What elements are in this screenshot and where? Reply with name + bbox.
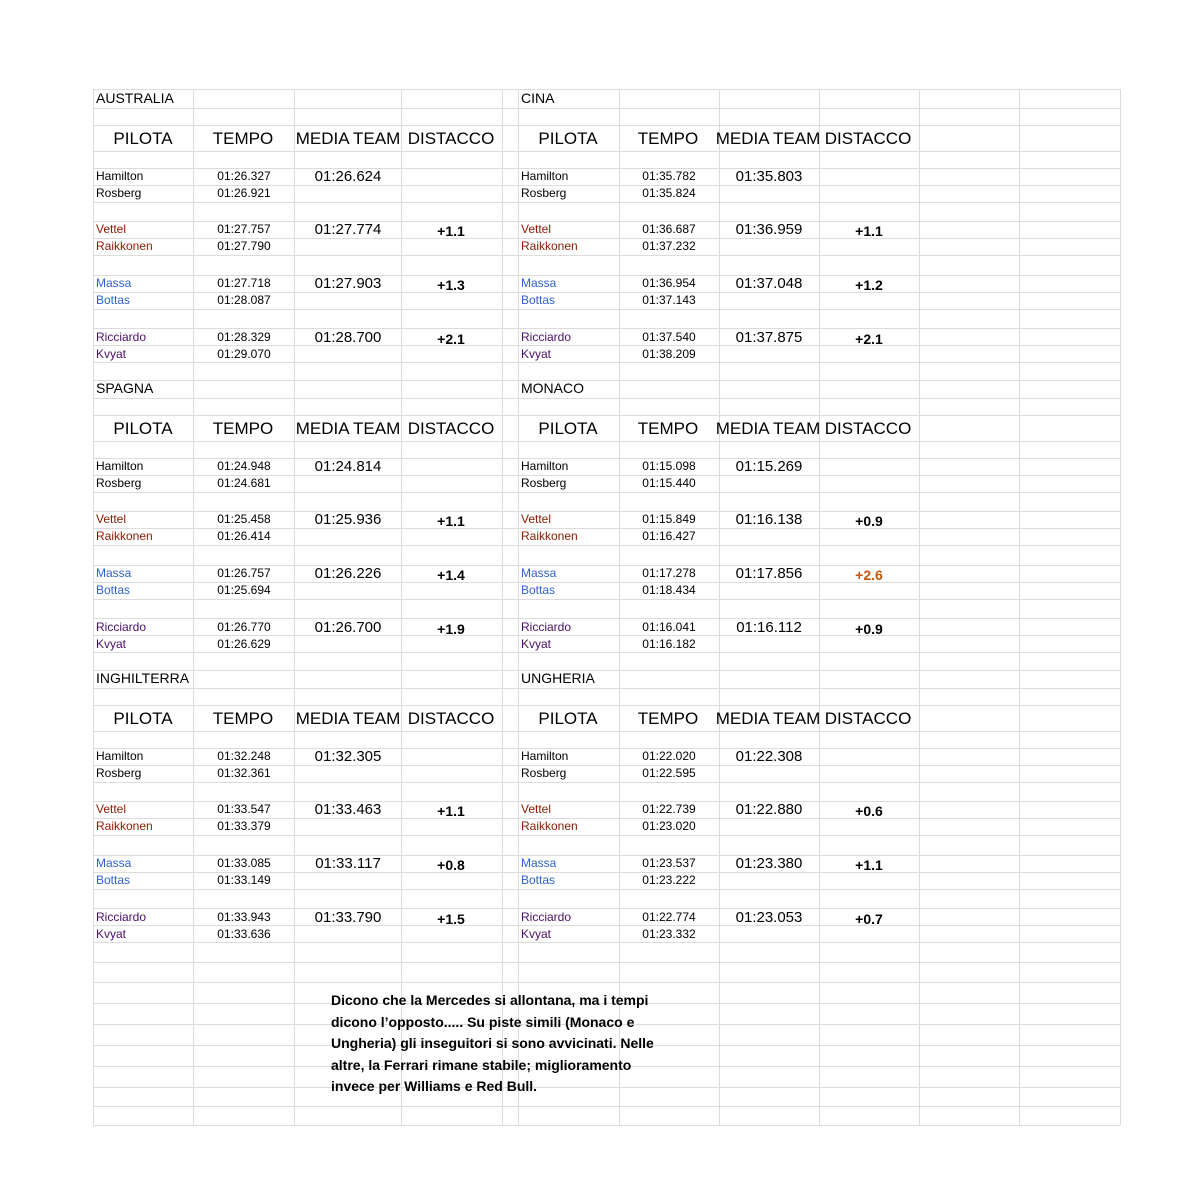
grid-column-line	[93, 89, 94, 1125]
header-pilota: PILOTA	[113, 709, 173, 728]
grid-row-line	[93, 670, 1120, 671]
grid-row-line	[93, 731, 1120, 732]
lap-time: 01:33.149	[217, 873, 271, 887]
team-average: 01:22.880	[735, 801, 803, 818]
team-gap: +2.6	[855, 567, 883, 583]
grid-column-line	[719, 89, 720, 1125]
team-gap: +1.1	[855, 857, 883, 873]
race-title: AUSTRALIA	[96, 90, 174, 106]
driver-name: Hamilton	[96, 169, 144, 183]
driver-name: Kvyat	[521, 927, 552, 941]
header-media-team: MEDIA TEAM	[715, 129, 821, 148]
lap-time: 01:33.943	[217, 910, 271, 924]
driver-name: Kvyat	[96, 927, 127, 941]
grid-row-line	[93, 255, 1120, 256]
lap-time: 01:16.427	[642, 529, 696, 543]
driver-name: Kvyat	[521, 637, 552, 651]
team-average: 01:27.903	[314, 275, 382, 292]
grid-row-line	[93, 362, 1120, 363]
team-gap: +0.6	[855, 803, 883, 819]
team-gap: +0.9	[855, 513, 883, 529]
driver-name: Raikkonen	[521, 239, 578, 253]
lap-time: 01:37.540	[642, 330, 696, 344]
header-distacco: DISTACCO	[407, 419, 495, 438]
driver-name: Raikkonen	[96, 529, 153, 543]
lap-time: 01:28.087	[217, 293, 271, 307]
lap-time: 01:25.458	[217, 512, 271, 526]
header-media-team: MEDIA TEAM	[715, 709, 821, 728]
driver-name: Ricciardo	[521, 330, 572, 344]
driver-name: Vettel	[96, 222, 127, 236]
team-average: 01:33.463	[314, 801, 382, 818]
team-gap: +2.1	[437, 331, 465, 347]
header-distacco: DISTACCO	[824, 419, 912, 438]
team-average: 01:33.117	[315, 855, 381, 872]
header-pilota: PILOTA	[113, 129, 173, 148]
driver-name: Ricciardo	[96, 330, 147, 344]
lap-time: 01:28.329	[217, 330, 271, 344]
lap-time: 01:26.327	[217, 169, 271, 183]
driver-name: Hamilton	[521, 169, 569, 183]
header-tempo: TEMPO	[212, 709, 274, 728]
grid-column-line	[294, 89, 295, 1125]
lap-time: 01:26.757	[217, 566, 271, 580]
header-tempo: TEMPO	[212, 129, 274, 148]
driver-name: Bottas	[521, 583, 556, 597]
lap-time: 01:26.921	[217, 186, 271, 200]
comment-text: Dicono che la Mercedes si allontana, ma i tempi dicono l’opposto..... Su piste simili (Monaco e Ungheria) gli inseguitori si sono avvicinati. Nelle altre, la Ferrari rimane stabile; miglioramento invece per Williams e Red Bull.	[331, 992, 654, 1094]
driver-name: Rosberg	[521, 476, 567, 490]
team-gap: +1.1	[437, 223, 465, 239]
team-average: 01:26.700	[314, 619, 382, 636]
grid-row-line	[93, 618, 1120, 619]
driver-name: Bottas	[96, 293, 131, 307]
driver-name: Ricciardo	[96, 620, 147, 634]
grid-row-line	[93, 380, 1120, 381]
grid-row-line	[93, 441, 1120, 442]
team-gap: +1.4	[437, 567, 465, 583]
team-average: 01:22.308	[735, 748, 803, 765]
header-pilota: PILOTA	[538, 709, 598, 728]
race-title: INGHILTERRA	[96, 670, 190, 686]
team-gap: +0.7	[855, 911, 883, 927]
header-pilota: PILOTA	[113, 419, 173, 438]
grid-row-line	[93, 942, 1120, 943]
grid-row-line	[93, 908, 1120, 909]
lap-time: 01:23.222	[642, 873, 696, 887]
grid-row-line	[93, 782, 1120, 783]
lap-time: 01:22.020	[642, 749, 696, 763]
lap-time: 01:38.209	[642, 347, 696, 361]
lap-time: 01:25.694	[217, 583, 271, 597]
grid-column-line	[193, 89, 194, 1125]
header-distacco: DISTACCO	[824, 129, 912, 148]
team-average: 01:16.138	[735, 511, 803, 528]
lap-time: 01:16.041	[642, 620, 696, 634]
team-average: 01:28.700	[314, 329, 382, 346]
driver-name: Vettel	[96, 802, 127, 816]
grid-row-line	[93, 151, 1120, 152]
header-distacco: DISTACCO	[824, 709, 912, 728]
grid-row-line	[93, 125, 1120, 126]
driver-name: Massa	[96, 276, 132, 290]
grid-row-line	[93, 962, 1120, 963]
lap-time: 01:27.757	[217, 222, 271, 236]
driver-name: Raikkonen	[521, 819, 578, 833]
driver-name: Raikkonen	[96, 239, 153, 253]
team-gap: +1.3	[437, 277, 465, 293]
header-distacco: DISTACCO	[407, 129, 495, 148]
driver-name: Hamilton	[521, 459, 569, 473]
header-media-team: MEDIA TEAM	[295, 419, 401, 438]
header-pilota: PILOTA	[538, 129, 598, 148]
grid-row-line	[93, 835, 1120, 836]
team-average: 01:37.875	[735, 329, 803, 346]
driver-name: Vettel	[96, 512, 127, 526]
lap-time: 01:24.681	[217, 476, 271, 490]
driver-name: Kvyat	[96, 637, 127, 651]
driver-name: Massa	[521, 566, 557, 580]
driver-name: Rosberg	[521, 766, 567, 780]
driver-name: Rosberg	[96, 476, 142, 490]
driver-name: Kvyat	[521, 347, 552, 361]
lap-time: 01:16.182	[642, 637, 696, 651]
lap-time: 01:26.629	[217, 637, 271, 651]
header-tempo: TEMPO	[637, 129, 699, 148]
lap-time: 01:15.849	[642, 512, 696, 526]
team-average: 01:17.856	[735, 565, 803, 582]
grid-row-line	[93, 108, 1120, 109]
header-distacco: DISTACCO	[407, 709, 495, 728]
race-title: CINA	[521, 90, 555, 106]
team-average: 01:16.112	[736, 619, 802, 636]
team-average: 01:35.803	[735, 168, 803, 185]
driver-name: Rosberg	[96, 186, 142, 200]
header-pilota: PILOTA	[538, 419, 598, 438]
team-average: 01:32.305	[314, 748, 382, 765]
header-tempo: TEMPO	[212, 419, 274, 438]
race-title: SPAGNA	[96, 380, 154, 396]
grid-column-line	[819, 89, 820, 1125]
team-average: 01:25.936	[314, 511, 382, 528]
lap-time: 01:36.687	[642, 222, 696, 236]
team-gap: +1.2	[855, 277, 883, 293]
grid-column-line	[919, 89, 920, 1125]
driver-name: Rosberg	[96, 766, 142, 780]
grid-row-line	[93, 202, 1120, 203]
team-average: 01:23.053	[735, 909, 803, 926]
grid-row-line	[93, 89, 1120, 90]
grid-row-line	[93, 635, 1120, 636]
header-media-team: MEDIA TEAM	[295, 129, 401, 148]
grid-column-line	[502, 89, 503, 1125]
lap-time: 01:32.248	[217, 749, 271, 763]
lap-time: 01:33.636	[217, 927, 271, 941]
lap-time: 01:22.595	[642, 766, 696, 780]
grid-column-line	[619, 89, 620, 1125]
team-average: 01:36.959	[735, 221, 803, 238]
grid-row-line	[93, 925, 1120, 926]
driver-name: Raikkonen	[96, 819, 153, 833]
lap-time: 01:33.379	[217, 819, 271, 833]
lap-time: 01:24.948	[217, 459, 271, 473]
grid-row-line	[93, 688, 1120, 689]
lap-time: 01:23.332	[642, 927, 696, 941]
grid-row-line	[93, 889, 1120, 890]
driver-name: Massa	[96, 566, 132, 580]
race-title: MONACO	[521, 380, 584, 396]
lap-time: 01:32.361	[217, 766, 271, 780]
grid-column-line	[518, 89, 519, 1125]
lap-time: 01:27.790	[217, 239, 271, 253]
grid-row-line	[93, 599, 1120, 600]
grid-row-line	[93, 982, 1120, 983]
lap-time: 01:33.547	[217, 802, 271, 816]
race-title: UNGHERIA	[521, 670, 595, 686]
driver-name: Hamilton	[521, 749, 569, 763]
header-media-team: MEDIA TEAM	[715, 419, 821, 438]
lap-time: 01:23.537	[642, 856, 696, 870]
header-media-team: MEDIA TEAM	[295, 709, 401, 728]
grid-row-line	[93, 309, 1120, 310]
team-gap: +1.9	[437, 621, 465, 637]
driver-name: Bottas	[521, 293, 556, 307]
lap-time: 01:37.232	[642, 239, 696, 253]
lap-time: 01:33.085	[217, 856, 271, 870]
grid-row-line	[93, 492, 1120, 493]
lap-time: 01:26.770	[217, 620, 271, 634]
lap-time: 01:15.440	[642, 476, 696, 490]
lap-time: 01:36.954	[642, 276, 696, 290]
driver-name: Massa	[521, 276, 557, 290]
driver-name: Rosberg	[521, 186, 567, 200]
grid-column-line	[401, 89, 402, 1125]
driver-name: Ricciardo	[521, 620, 572, 634]
grid-row-line	[93, 415, 1120, 416]
lap-time: 01:27.718	[217, 276, 271, 290]
team-gap: +1.1	[437, 803, 465, 819]
grid-row-line	[93, 545, 1120, 546]
driver-name: Vettel	[521, 802, 552, 816]
driver-name: Ricciardo	[521, 910, 572, 924]
driver-name: Hamilton	[96, 749, 144, 763]
team-gap: +1.1	[855, 223, 883, 239]
driver-name: Bottas	[96, 873, 131, 887]
grid-row-line	[93, 1125, 1120, 1126]
driver-name: Massa	[521, 856, 557, 870]
lap-time: 01:18.434	[642, 583, 696, 597]
team-average: 01:15.269	[735, 458, 803, 475]
grid-row-line	[93, 328, 1120, 329]
team-gap: +0.9	[855, 621, 883, 637]
lap-time: 01:22.774	[642, 910, 696, 924]
lap-time: 01:23.020	[642, 819, 696, 833]
header-tempo: TEMPO	[637, 709, 699, 728]
lap-time: 01:22.739	[642, 802, 696, 816]
lap-time: 01:37.143	[642, 293, 696, 307]
lap-time: 01:15.098	[642, 459, 696, 473]
team-gap: +2.1	[855, 331, 883, 347]
lap-time: 01:35.824	[642, 186, 696, 200]
driver-name: Vettel	[521, 512, 552, 526]
driver-name: Vettel	[521, 222, 552, 236]
lap-time: 01:17.278	[642, 566, 696, 580]
team-average: 01:26.624	[314, 168, 382, 185]
lap-time: 01:35.782	[642, 169, 696, 183]
team-gap: +1.5	[437, 911, 465, 927]
grid-column-line	[1019, 89, 1020, 1125]
team-average: 01:24.814	[314, 458, 382, 475]
team-average: 01:37.048	[735, 275, 803, 292]
driver-name: Hamilton	[96, 459, 144, 473]
grid-row-line	[93, 1106, 1120, 1107]
driver-name: Bottas	[96, 583, 131, 597]
header-tempo: TEMPO	[637, 419, 699, 438]
driver-name: Kvyat	[96, 347, 127, 361]
team-gap: +1.1	[437, 513, 465, 529]
team-average: 01:26.226	[314, 565, 382, 582]
grid-row-line	[93, 652, 1120, 653]
team-average: 01:33.790	[314, 909, 382, 926]
grid-row-line	[93, 345, 1120, 346]
lap-time: 01:29.070	[217, 347, 271, 361]
driver-name: Raikkonen	[521, 529, 578, 543]
grid-column-line	[1120, 89, 1121, 1125]
team-average: 01:27.774	[314, 221, 382, 238]
lap-time: 01:26.414	[217, 529, 271, 543]
driver-name: Bottas	[521, 873, 556, 887]
driver-name: Massa	[96, 856, 132, 870]
team-average: 01:23.380	[735, 855, 803, 872]
grid-row-line	[93, 705, 1120, 706]
grid-row-line	[93, 398, 1120, 399]
driver-name: Ricciardo	[96, 910, 147, 924]
team-gap: +0.8	[437, 857, 465, 873]
